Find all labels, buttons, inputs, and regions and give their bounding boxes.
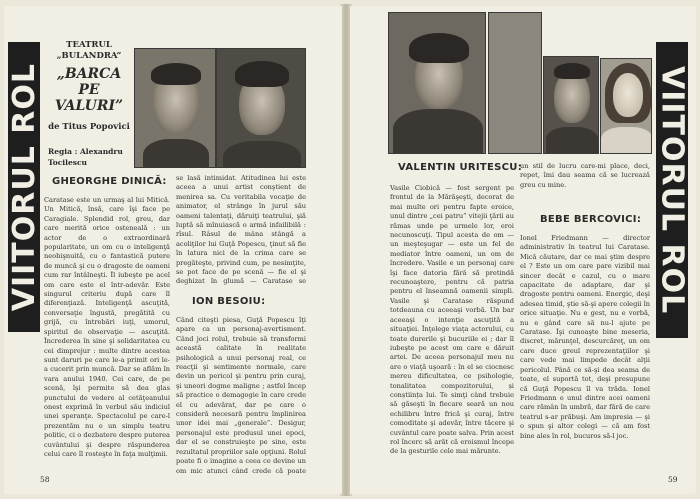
- actor-photo-besoiu: [216, 48, 306, 168]
- banner-text-right: VIITORUL ROL: [654, 65, 690, 315]
- actress-photo: [600, 58, 652, 154]
- page-number-right: 59: [668, 475, 678, 484]
- article-text-uritescu: Vasile Ciobică — fost sergent pe frontul de la Mărăşeşti, decorat de mai multe ori pentru fapte eroice, unul dintre „cei patru” vitejii ţării au rămas unde pe urmele lor, eroi necunoscuţi. Tipul acesta de om — un meşteşugar — este un fel de mediator între oameni, un om de încredere. Vasile e un personaj care îşi face datoria fără să pretindă recunoaştere, pentru că patria pentru el înseamnă oamenii simpli. Vasile şi Caratase răspund totdeauna cu aceeaşi vorbă. Un bar aceeaşi o intenţie ascuţită a situaţiei. Înţelege viaţa actorului, cu toate durerile şi bucuriile ei ; dar îl iubeşte pe acest om care e dăruit artei. De aceea personajul meu nu are o viaţă uşoară : în el se ciocnesc mereu dificultatea, ce psihologie, tonalitatea compozitorului, și conștiința lui. Te simţi când trebuie să găseşti în fiecare seară un nou echilibru între frică şi curaj, între comoditate şi adevăr, între tăcere şi cuvântul care poate salva. Prin acest rol încerc să arăt că eroismul începe de la gesturile cele mai mărunte.: [390, 184, 514, 456]
- right-vertical-banner: [656, 42, 688, 338]
- article-text-dinica: Caratase este un urmaş al lui Mitică. Un Mitică, însă, care îşi face pe Caragiale. Splendid rol, greu, dar care merită orice osteneală : un actor de o extraordinară popularitate, un om cu o inteligenţă neobişnuită, cu o fantastică putere de muncă şi cu o dragoste de oameni cum rar întâlneşti. Îl iubeşte pe acel om care este el într-adevăr. Este singurul criteriu după care îl diferenţiază. Inteligenţă ascuţită, conversaţie îngustă, pregătită cu grijă, cu întrebări iuţi, umorul, spiritul de observaţie — ascuţită. Încrederea în sine şi solidaritatea cu cei dimprejur : multe dintre acestea sunt daruri pe care le-a primit ori le-a cucerit prin muncă. Dar se aflăm în vara anului 1940. Cei care, de pe scenă, îşi permite să dea glas punctului de vedere al cetăţeanului onest exprimă în verbul său indiciul unei speranţe. Spectacolul pe care-l prezentăm nu e un simplu teatru politic, ci o dezbatere despre puterea cuvântului şi despre răspunderea celui care îl rosteşte în faţa mulţimii.: [44, 196, 170, 458]
- play-header: [44, 40, 134, 168]
- page-number-left: 58: [40, 475, 50, 484]
- article-text-besoiu: Când citeşti piesa, Guţă Popescu îţi apare ca un personaj-avertisment. Când joci rolul, trebuie să transformi această calitate în realitate psihologică a unui personaj real, ce reacţii şi sentimente normale, care devin un pericol şi pentru prin curaj, şi uneori dogme maligne ; astfel încep să practice o demagogie în care crede el cu adevărat, dar pe care o consideră necesară pentru împlinirea unor idei mai „generale”. Desigur, personajul este produsul unei epoci, dar el se construieşte pe sine, este rezultatul propriilor sale opţiuni. Rolul poate fi o imagine a ceea ce devine un om mic atunci când crede că poate: [176, 316, 306, 475]
- left-page: [4, 6, 342, 494]
- article-text-uritescu-continued: un stil de lucru care-mi place, deci, repet, îmi dau seama că se lucrează greu cu mine.: [520, 162, 650, 189]
- banner-text: VIITORUL ROL: [6, 62, 42, 312]
- actor-photo-uritescu: [388, 12, 486, 154]
- play-title: „BARCA PE VALURI”: [54, 66, 124, 114]
- actor-name-dinica: GHEORGHE DINICĂ:: [52, 176, 167, 187]
- play-director: Regia : Alexandru Tocilescu: [48, 147, 123, 167]
- actor-name-besoiu: ION BESOIU:: [192, 296, 266, 307]
- actor-photo-dinica: [134, 48, 216, 168]
- right-page: [350, 6, 696, 494]
- theatre-name: TEATRUL „BULANDRA”: [56, 40, 122, 61]
- actor-name-bercovici: BEBE BERCOVICI:: [540, 214, 642, 225]
- photo-strip: [488, 12, 542, 154]
- article-text-dinica-continued: se lasă intimidat. Atitudinea lui este aceea a unui artist conştient de menirea sa. Cu veritabila vocaţie de animator, el strânge în jurul său oameni talentaţi, dăruiţi teatrului, şiă luptă să mînuiască o armă infailibilă : rîsul. Râsul de mâna stângă a acoliţilor lui Guţă Popescu, ţinut să fie în latura nici de la crima care se pregăteşte, privind cum, pe nesimţite, se pot face de pe scenă — fie el şi deghizat în glumă — Caratase se: [176, 174, 306, 286]
- actor-photo-bercovici: [543, 56, 599, 154]
- actor-name-uritescu: VALENTIN URITESCU:: [398, 162, 523, 173]
- play-author: de Titus Popovici: [48, 122, 130, 132]
- article-text-bercovici: Ionel Friedmann — director administrativ în teatrul lui Caratase. Mică căutare, dar ce mai ştim despre el ? Este un om care pare vizibil mai sincer decât e cazul, cu o mare capacitate de adaptare, dar şi dragoste pentru oameni. Energic, deşi adesea timid, ştie să-şi apere colegii în orice situaţie. Nu e gest, nu e vorbă, nu e gând care să nu-l ajute pe Caratase. Îşi cunoaşte bine meseria, discret, mărunţel, descurcăreţ, un om care duce greul reprezentaţiilor şi care vede mai limpede decât alţii pericolul. Până ce să-şi dea seama de toate, el suportă tot, deşi presupune că Guţă Popescu îl va trăda. Ionel Friedmann e unul dintre acei oameni care rămân în umbră, dar fără de care teatrul s-ar prăbuşi. Am impresia — şi o spun şi altor colegi — că am fost bine ales în rol, bucuros să-l joc.: [520, 234, 650, 440]
- left-vertical-banner: [8, 42, 40, 332]
